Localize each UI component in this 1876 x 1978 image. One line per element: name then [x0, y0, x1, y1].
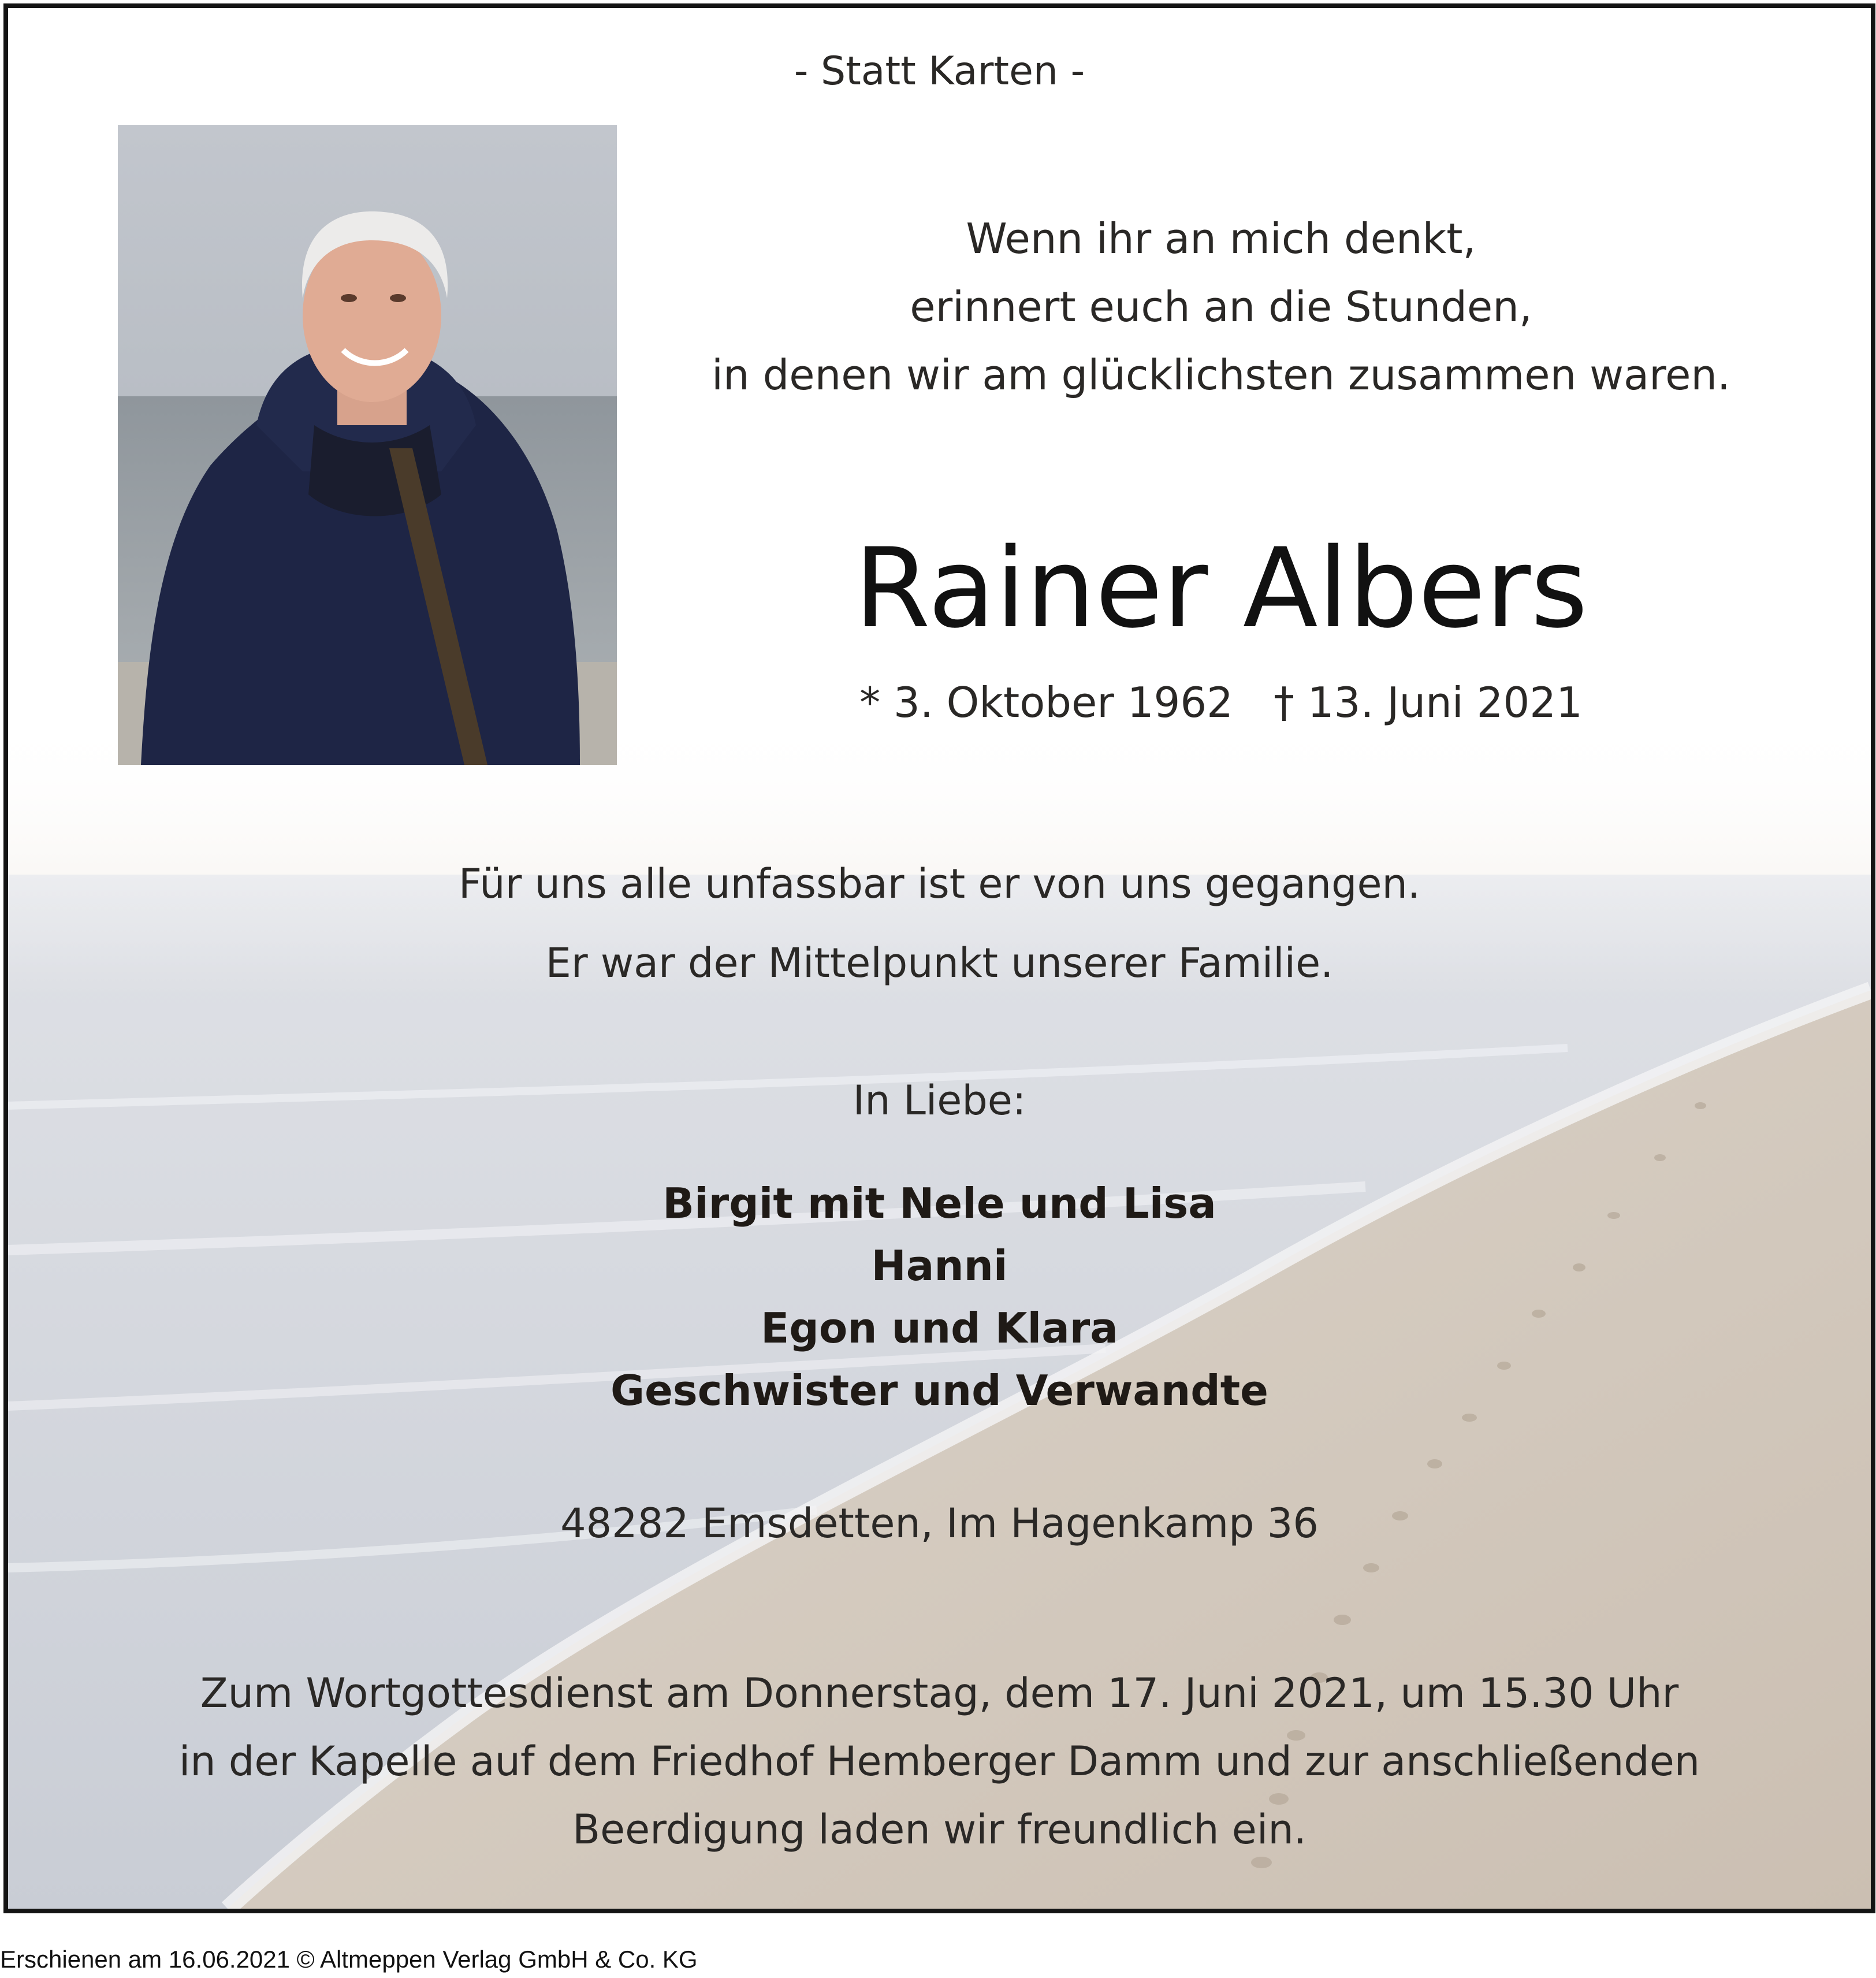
mourner-name: Geschwister und Verwandte — [611, 1366, 1268, 1415]
message-line-2: Er war der Mittelpunkt unserer Familie. — [545, 939, 1334, 987]
portrait-photo — [118, 125, 617, 765]
service-info — [8, 1659, 1871, 1864]
statt-karten-label: - Statt Karten - — [794, 49, 1085, 94]
service-line-3: Beerdigung laden wir freundlich ein. — [572, 1806, 1306, 1853]
birth-date: * 3. Oktober 1962 — [859, 678, 1233, 727]
service-line-2: in der Kapelle auf dem Friedhof Hemberger Damm und zur anschließenden — [178, 1738, 1700, 1785]
mourner-name: Hanni — [871, 1241, 1008, 1290]
poem-line-3: in denen wir am glücklichsten zusammen waren. — [712, 351, 1730, 399]
mourners-intro: In Liebe: — [853, 1077, 1026, 1124]
death-date: † 13. Juni 2021 — [1273, 678, 1583, 727]
service-line-1: Zum Wortgottesdienst am Donnerstag, dem 17. Juni 2021, um 15.30 Uhr — [200, 1670, 1679, 1717]
address: 48282 Emsdetten, Im Hagenkamp 36 — [560, 1500, 1319, 1547]
publication-footer: Erschienen am 16.06.2021 © Altmeppen Verlag GmbH & Co. KG — [0, 1946, 698, 1973]
mourners-list — [8, 1172, 1871, 1422]
deceased-name: Rainer Albers — [854, 525, 1588, 652]
life-dates — [638, 678, 1804, 727]
poem-line-1: Wenn ihr an mich denkt, — [966, 214, 1476, 263]
mourner-name: Birgit mit Nele und Lisa — [662, 1179, 1216, 1228]
mourner-name: Egon und Klara — [761, 1304, 1118, 1352]
poem-line-2: erinnert euch an die Stunden, — [910, 282, 1532, 331]
obituary-card — [3, 3, 1875, 1913]
message-line-1: Für uns alle unfassbar ist er von uns gegangen. — [458, 860, 1421, 908]
poem — [638, 205, 1804, 409]
